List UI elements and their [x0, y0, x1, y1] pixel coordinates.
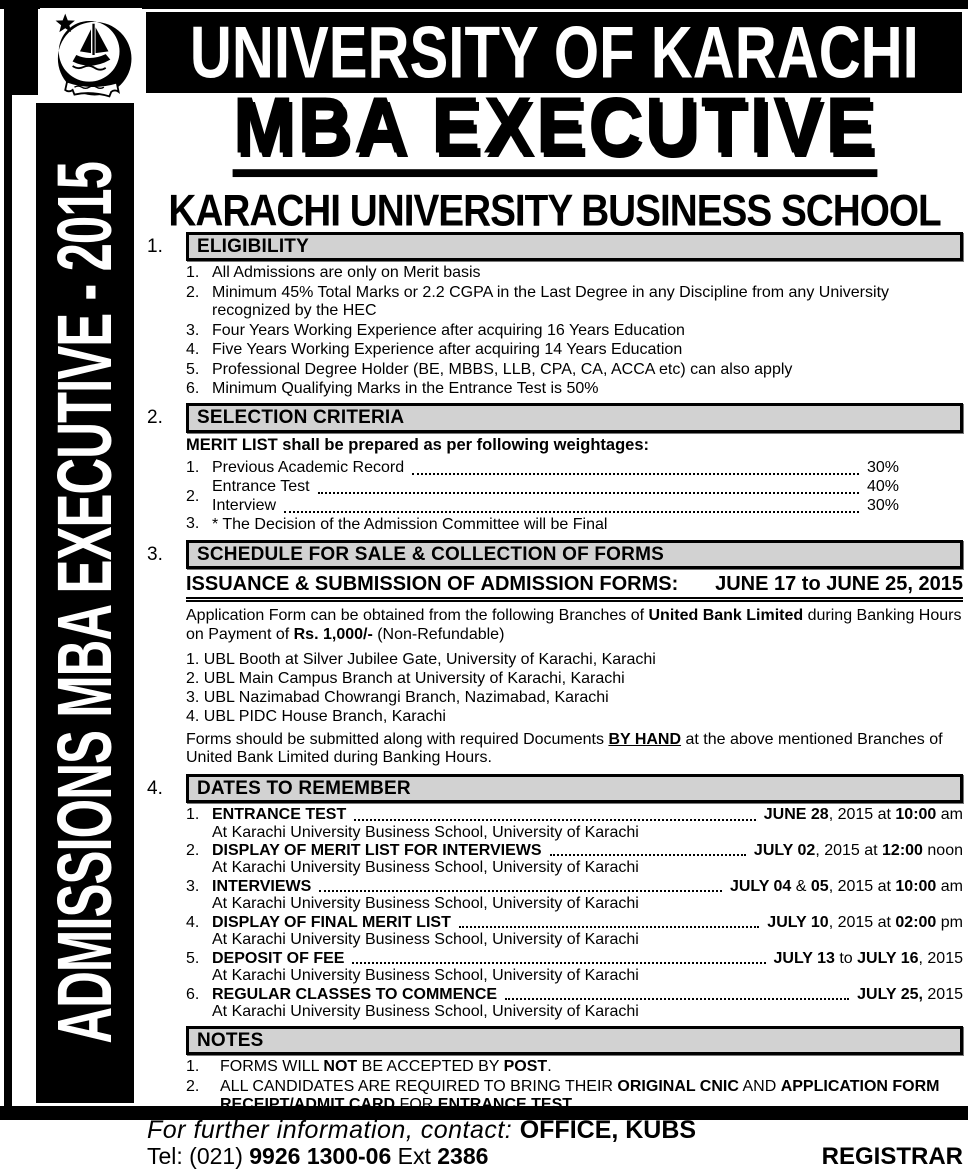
item-number: 6.	[186, 380, 200, 398]
left-border	[4, 0, 12, 1120]
section-schedule-header	[147, 540, 963, 570]
item-number: 3.	[186, 878, 200, 896]
note-item	[186, 1078, 963, 1114]
criteria-value: 30%	[867, 459, 900, 477]
side-banner	[36, 103, 134, 1103]
item-number: 3.	[186, 321, 200, 339]
eligibility-item	[186, 322, 963, 340]
schedule-outro: Forms should be submitted along with required Documents BY HAND at the above mentioned Branches of United Bank Limited during Banking Hours.	[186, 731, 943, 767]
schedule-intro: Application Form can be obtained from the following Branches of United Bank Limited during Banking Hours on Payment of Rs. 1,000/- (Non-Refundable)	[186, 607, 962, 643]
item-number: 6.	[186, 985, 200, 1003]
ad-content	[147, 81, 963, 1170]
footer-tel: Tel: (021) 9926 1300-06 Ext 2386	[147, 1142, 489, 1169]
item-number: 2.	[186, 487, 200, 505]
item-text: Four Years Working Experience after acquiring 16 Years Education	[212, 321, 685, 339]
ubl-branch: 4. UBL PIDC House Branch, Karachi	[186, 708, 446, 726]
criteria-label: Previous Academic Record	[212, 459, 405, 477]
criteria-value: 40%	[867, 477, 900, 495]
date-location: At Karachi University Business School, University of Karachi	[212, 1002, 639, 1020]
date-value: JULY 13 to JULY 16, 2015	[773, 949, 963, 967]
date-location: At Karachi University Business School, University of Karachi	[212, 967, 639, 985]
date-title: DEPOSIT OF FEE	[212, 949, 345, 967]
notes-list	[186, 1058, 963, 1113]
university-of-karachi-crest-icon	[43, 9, 139, 101]
section-heading: SELECTION CRITERIA	[186, 403, 963, 433]
mast	[92, 24, 94, 55]
sail-left	[80, 29, 91, 53]
ubl-branch-list	[186, 650, 963, 727]
criteria-label: * The Decision of the Admission Committee will be Final	[212, 515, 608, 533]
date-item	[186, 842, 963, 877]
note-text: FORMS WILL NOT BE ACCEPTED BY POST.	[220, 1058, 552, 1076]
footer-contact: For further information, contact: OFFICE, KUBS	[147, 1115, 697, 1144]
criteria-row	[186, 516, 963, 535]
note-text: ALL CANDIDATES ARE REQUIRED TO BRING THEIR ORIGINAL CNIC AND APPLICATION FORM RECEIPT/ADMIT CARD FOR ENTRANCE TEST.	[220, 1077, 940, 1113]
item-text: Minimum Qualifying Marks in the Entrance Test is 50%	[212, 380, 599, 398]
corner-block	[4, 9, 38, 95]
item-number: 1.	[186, 1058, 200, 1076]
item-text: Minimum 45% Total Marks or 2.2 CGPA in the Last Degree in any Discipline from any University recognized by the HEC	[212, 284, 890, 320]
eligibility-item	[186, 284, 963, 320]
registrar-label: REGISTRAR	[821, 1142, 963, 1170]
date-item	[186, 806, 963, 841]
item-number: 3.	[186, 514, 200, 532]
eligibility-item	[186, 341, 963, 359]
issuance-dates: JUNE 17 to JUNE 25, 2015	[715, 573, 963, 596]
criteria-label: Entrance Test	[212, 477, 310, 495]
section-number	[147, 1026, 186, 1056]
program-title: MBA EXECUTIVE	[147, 97, 963, 177]
date-value: JULY 25, 2015	[857, 985, 963, 1003]
section-number: 3.	[147, 543, 163, 565]
date-location: At Karachi University Business School, University of Karachi	[212, 895, 639, 913]
date-value: JULY 10, 2015 at 02:00 pm	[767, 913, 963, 931]
section-number: 1.	[147, 235, 163, 257]
selection-body	[186, 436, 963, 534]
hull	[73, 54, 111, 66]
eligibility-item	[186, 380, 963, 398]
dotted-leader	[354, 819, 756, 821]
item-text: Five Years Working Experience after acquiring 14 Years Education	[212, 341, 683, 359]
dotted-leader	[459, 926, 759, 928]
section-selection-header	[147, 403, 963, 433]
item-number: 2.	[186, 842, 200, 860]
section-dates-header	[147, 774, 963, 804]
item-number: 2.	[186, 284, 200, 301]
issuance-label: ISSUANCE & SUBMISSION OF ADMISSION FORMS:	[186, 573, 679, 596]
item-number: 2.	[186, 1077, 200, 1095]
water-lines	[73, 66, 106, 70]
eligibility-list	[186, 264, 963, 398]
dates-list	[186, 806, 963, 1020]
date-item	[186, 878, 963, 913]
top-border	[0, 0, 968, 9]
date-title: INTERVIEWS	[212, 878, 312, 896]
merit-list-intro: MERIT LIST shall be prepared as per following weightages:	[186, 436, 649, 455]
school-name: KARACHI UNIVERSITY BUSINESS SCHOOL	[168, 186, 942, 236]
date-location: At Karachi University Business School, University of Karachi	[212, 823, 639, 841]
date-value: JUNE 28, 2015 at 10:00 am	[763, 806, 963, 824]
item-number: 1.	[186, 264, 200, 282]
dotted-leader	[505, 998, 849, 1000]
logo-box	[40, 8, 142, 102]
section-number: 2.	[147, 407, 163, 429]
issuance-row	[186, 572, 963, 602]
ubl-branch: 1. UBL Booth at Silver Jubilee Gate, University of Karachi, Karachi	[186, 650, 656, 668]
note-item	[186, 1058, 963, 1076]
date-location: At Karachi University Business School, University of Karachi	[212, 859, 639, 877]
eligibility-item	[186, 361, 963, 379]
dotted-leader	[284, 511, 859, 513]
date-location: At Karachi University Business School, University of Karachi	[212, 931, 639, 949]
footer	[147, 1117, 963, 1169]
date-title: ENTRANCE TEST	[212, 806, 347, 824]
dotted-leader	[319, 890, 722, 892]
item-number: 4.	[186, 913, 200, 931]
ubl-branch: 3. UBL Nazimabad Chowrangi Branch, Nazimabad, Karachi	[186, 688, 609, 706]
item-number: 5.	[186, 360, 200, 378]
date-title: DISPLAY OF MERIT LIST FOR INTERVIEWS	[212, 842, 542, 860]
schedule-body	[186, 572, 963, 767]
dotted-leader	[550, 854, 746, 856]
university-title: UNIVERSITY OF KARACHI	[189, 12, 919, 93]
section-heading: DATES TO REMEMBER	[186, 774, 963, 804]
section-heading: NOTES	[186, 1026, 963, 1056]
item-number: 4.	[186, 341, 200, 359]
header-banner	[146, 12, 962, 93]
side-banner-text: ADMISSIONS MBA EXECUTIVE - 2015	[42, 162, 128, 1044]
dotted-leader	[412, 473, 859, 475]
section-heading: ELIGIBILITY	[186, 232, 963, 262]
section-notes-header	[147, 1026, 963, 1056]
ubl-branch: 2. UBL Main Campus Branch at University of Karachi, Karachi	[186, 669, 625, 687]
item-text: Professional Degree Holder (BE, MBBS, LLB, CPA, CA, ACCA etc) can also apply	[212, 360, 793, 378]
sail-right	[96, 27, 109, 53]
item-number: 5.	[186, 949, 200, 967]
criteria-row	[186, 497, 963, 516]
date-value: JULY 04 & 05, 2015 at 10:00 am	[729, 878, 963, 896]
date-value: JULY 02, 2015 at 12:00 noon	[753, 842, 963, 860]
eligibility-item	[186, 264, 963, 282]
item-number: 1.	[186, 459, 200, 477]
criteria-label: Interview	[212, 496, 277, 514]
date-title: DISPLAY OF FINAL MERIT LIST	[212, 913, 451, 931]
date-title: REGULAR CLASSES TO COMMENCE	[212, 985, 498, 1003]
criteria-value: 30%	[867, 496, 900, 514]
section-heading: SCHEDULE FOR SALE & COLLECTION OF FORMS	[186, 540, 963, 570]
dotted-leader	[318, 492, 859, 494]
date-item	[186, 950, 963, 985]
section-number: 4.	[147, 777, 163, 799]
item-number: 1.	[186, 806, 200, 824]
criteria-row	[186, 459, 963, 478]
dotted-leader	[352, 962, 765, 964]
date-item	[186, 914, 963, 949]
item-text: All Admissions are only on Merit basis	[212, 264, 481, 282]
date-item	[186, 986, 963, 1021]
